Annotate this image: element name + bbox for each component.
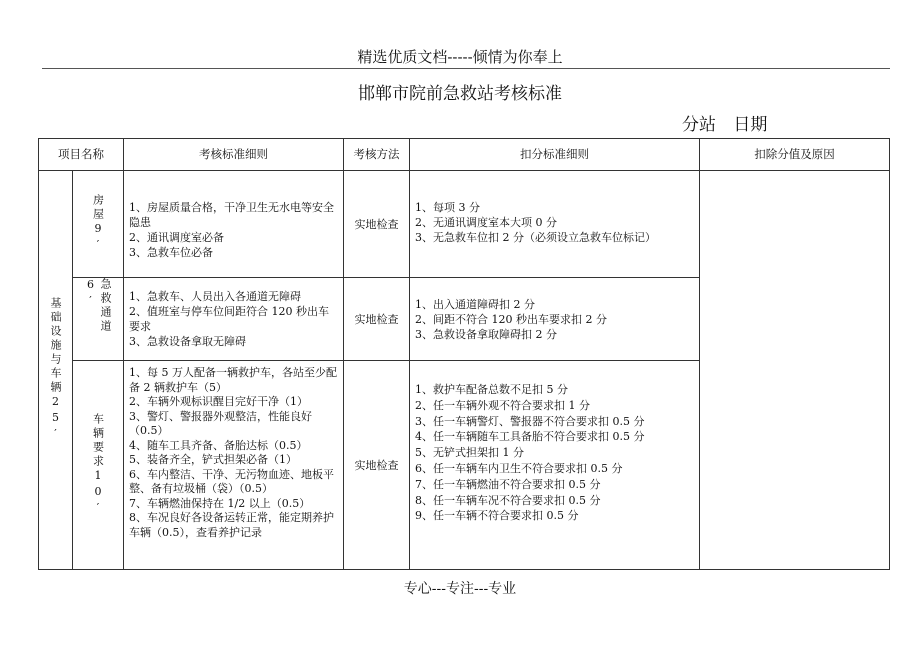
assessment-table xyxy=(38,138,890,570)
item-score: 9′ xyxy=(91,222,105,254)
item-score: 10′ xyxy=(91,469,105,517)
list-item: 5、无铲式担架扣 1 分 xyxy=(415,446,524,460)
category-cell xyxy=(39,171,72,569)
category-label: 基础设施与车辆 xyxy=(49,297,62,395)
header-method: 考核方法 xyxy=(353,147,400,161)
list-item: 2、车辆外观标识醒目完好干净（1） xyxy=(129,395,308,408)
list-item: 9、任一车辆不符合要求扣 0.5 分 xyxy=(415,509,579,523)
deduction-list xyxy=(415,200,695,245)
deduction-list xyxy=(415,297,695,342)
list-item: 7、车辆燃油保持在 1/2 以上（0.5） xyxy=(129,496,311,510)
list-item: 3、急救设备拿取无障碍 xyxy=(129,335,246,348)
table-row-item xyxy=(73,278,123,360)
list-item: 8、车况良好各设备运转正常，能定期养护车辆（0.5），查看养护记录 xyxy=(129,511,334,539)
deduction-list xyxy=(415,382,695,524)
list-item: 3、急救车位必备 xyxy=(129,246,213,259)
header-item-name: 项目名称 xyxy=(58,147,104,161)
document-footer: 专心---专注---专业 xyxy=(403,581,517,597)
list-item: 8、任一车辆车况不符合要求扣 0.5 分 xyxy=(415,493,601,507)
list-item: 6、任一车辆车内卫生不符合要求扣 0.5 分 xyxy=(415,461,623,475)
header-deducted-score: 扣除分值及原因 xyxy=(754,147,835,161)
list-item: 2、间距不符合 120 秒出车要求扣 2 分 xyxy=(415,313,607,326)
list-item: 1、每项 3 分 xyxy=(415,201,480,214)
list-item: 7、任一车辆燃油不符合要求扣 0.5 分 xyxy=(415,477,601,491)
item-label: 急救通道 xyxy=(99,278,112,334)
list-item: 3、警灯、警报器外观整洁，性能良好（0.5） xyxy=(129,409,312,437)
method-cell: 实地检查 xyxy=(354,217,399,231)
table-row-item xyxy=(73,171,123,277)
list-item: 2、任一车辆外观不符合要求扣 1 分 xyxy=(415,398,590,412)
list-item: 2、通讯调度室必备 xyxy=(129,231,224,244)
list-item: 3、急救设备拿取障碍扣 2 分 xyxy=(415,328,557,341)
list-item: 3、任一车辆警灯、警报器不符合要求扣 0.5 分 xyxy=(415,414,645,428)
criteria-list xyxy=(129,366,339,540)
station-date-label: 分站 日期 xyxy=(682,115,768,135)
list-item: 3、无急救车位扣 2 分（必须设立急救车位标记） xyxy=(415,231,656,244)
list-item: 4、随车工具齐备、备胎达标（0.5） xyxy=(129,438,308,452)
list-item: 1、救护车配备总数不足扣 5 分 xyxy=(415,383,568,396)
header-criteria: 考核标准细则 xyxy=(199,147,268,161)
category-score: 25′ xyxy=(49,395,62,443)
table-row-item xyxy=(73,361,123,569)
list-item: 6、车内整洁、干净、无污物血迹、地板平整、备有垃圾桶（袋）（0.5） xyxy=(129,467,334,495)
list-item: 2、值班室与停车位间距符合 120 秒出车要求 xyxy=(129,305,329,333)
list-item: 4、任一车辆随车工具备胎不符合要求扣 0.5 分 xyxy=(415,430,645,444)
page-title: 邯郸市院前急救站考核标准 xyxy=(358,84,562,104)
item-label: 房屋 xyxy=(91,194,105,222)
deducted-score-cell[interactable] xyxy=(700,171,889,569)
col-divider xyxy=(409,139,410,569)
list-item: 1、急救车、人员出入各通道无障碍 xyxy=(129,290,301,303)
list-item: 2、无通讯调度室本大项 0 分 xyxy=(415,216,557,229)
list-item: 1、每 5 万人配备一辆救护车，各站至少配备 2 辆救护车（5） xyxy=(129,366,337,394)
list-item: 5、装备齐全，铲式担架必备（1） xyxy=(129,453,297,466)
header-divider xyxy=(42,68,890,69)
document-header: 精选优质文档-----倾情为你奉上 xyxy=(357,48,563,66)
list-item: 1、出入通道障碍扣 2 分 xyxy=(415,298,535,311)
item-label: 车辆要求 xyxy=(91,413,105,469)
header-deductions: 扣分标准细则 xyxy=(520,147,589,161)
list-item: 1、房屋质量合格，干净卫生无水电等安全隐患 xyxy=(129,201,334,229)
criteria-list xyxy=(129,289,339,349)
method-cell: 实地检查 xyxy=(354,458,399,472)
item-score: 6′ xyxy=(84,278,97,310)
criteria-list xyxy=(129,200,339,260)
method-cell: 实地检查 xyxy=(354,312,399,326)
col-divider xyxy=(123,139,124,569)
